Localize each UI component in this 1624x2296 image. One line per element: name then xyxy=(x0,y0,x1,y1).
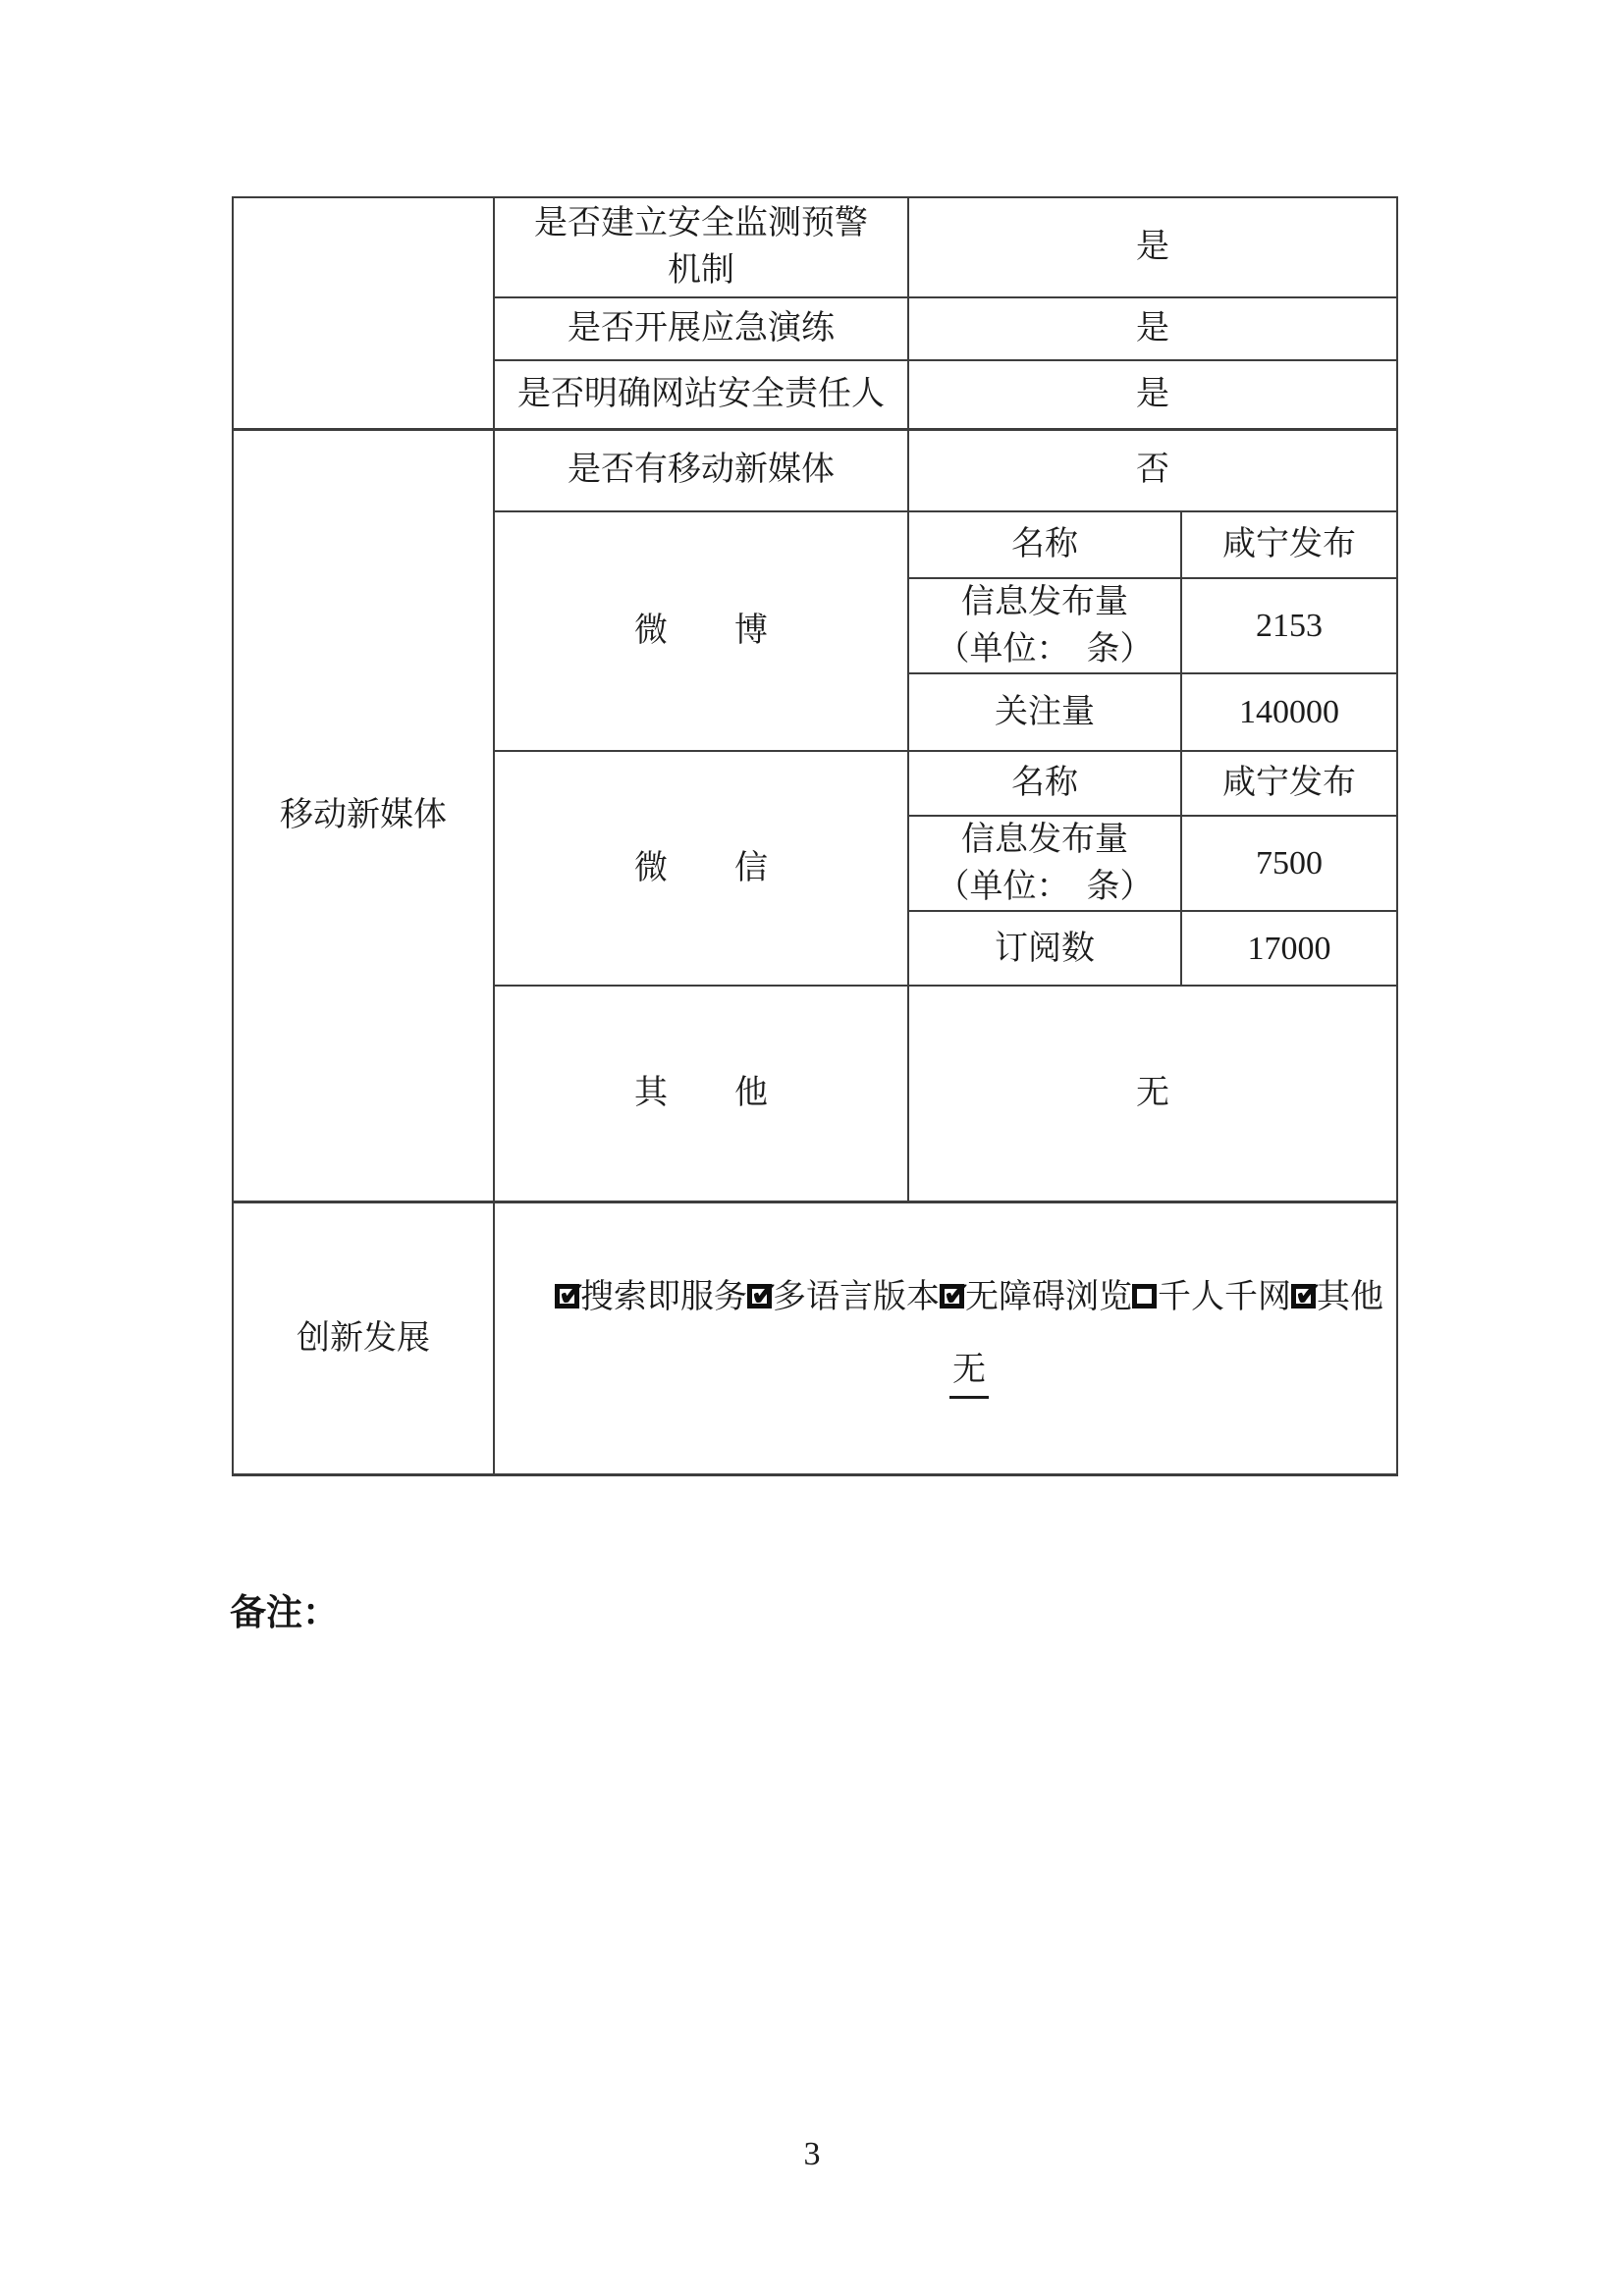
question-cell-security-owner: 是否明确网站安全责任人 xyxy=(494,360,908,429)
volume-label-line2: （单位： 条） xyxy=(936,630,1154,667)
remark-label: 备注： xyxy=(230,1592,339,1632)
weibo-name-value-cell: 咸宁发布 xyxy=(1181,511,1397,578)
question-cell-emergency-drill: 是否开展应急演练 xyxy=(494,297,908,360)
option-label-accessibility: 无障碍浏览 xyxy=(965,1278,1132,1315)
option-label-multilingual: 多语言版本 xyxy=(773,1278,940,1315)
weibo-label-cell: 微 博 xyxy=(494,511,908,751)
section-cell-innovation: 创新发展 xyxy=(233,1201,494,1474)
answer-cell: 是 xyxy=(908,360,1397,429)
wechat-volume-label-cell xyxy=(908,816,1181,911)
wechat-volume-value-cell: 7500 xyxy=(1181,816,1397,911)
table-row xyxy=(233,1201,1397,1474)
checkbox-accessibility[interactable] xyxy=(940,1284,964,1308)
option-label-other: 其他 xyxy=(1317,1278,1383,1315)
wechat-name-value-cell: 咸宁发布 xyxy=(1181,751,1397,816)
option-label-personalized-web: 千人千网 xyxy=(1158,1278,1291,1315)
volume-label-line1: 信息发布量 xyxy=(961,584,1128,620)
volume-label-line2: （单位： 条） xyxy=(936,868,1154,905)
question-line1: 是否建立安全监测预警 xyxy=(534,205,868,242)
other-media-value-cell: 无 xyxy=(908,986,1397,1201)
option-label-search-as-service: 搜索即服务 xyxy=(580,1278,747,1315)
table-row xyxy=(233,429,1397,511)
checkbox-multilingual[interactable] xyxy=(747,1284,772,1308)
answer-cell: 否 xyxy=(908,429,1397,511)
wechat-subscribers-label-cell: 订阅数 xyxy=(908,911,1181,986)
weibo-volume-label-cell xyxy=(908,578,1181,673)
question-line2: 机制 xyxy=(668,252,734,289)
innovation-content-cell xyxy=(494,1201,1397,1474)
annual-report-table xyxy=(232,196,1398,1476)
innovation-options-line xyxy=(552,1278,1386,1318)
table-row xyxy=(233,197,1397,297)
other-media-label-cell: 其 他 xyxy=(494,986,908,1201)
section-cell-mobile-media: 移动新媒体 xyxy=(233,429,494,1201)
checkbox-other[interactable] xyxy=(1291,1284,1316,1308)
weibo-name-label-cell: 名称 xyxy=(908,511,1181,578)
weibo-followers-value-cell: 140000 xyxy=(1181,673,1397,751)
weibo-volume-value-cell: 2153 xyxy=(1181,578,1397,673)
answer-cell: 是 xyxy=(908,297,1397,360)
checkbox-search-as-service[interactable] xyxy=(555,1284,579,1308)
report-table-container xyxy=(232,196,1398,1476)
wechat-label-cell: 微 信 xyxy=(494,751,908,986)
innovation-other-value: 无 xyxy=(949,1347,989,1399)
wechat-name-label-cell: 名称 xyxy=(908,751,1181,816)
question-cell-monitor-warning xyxy=(494,197,908,297)
wechat-subscribers-value-cell: 17000 xyxy=(1181,911,1397,986)
section-cell-empty xyxy=(233,197,494,429)
page-number: 3 xyxy=(803,2136,821,2172)
weibo-followers-label-cell: 关注量 xyxy=(908,673,1181,751)
question-cell-has-mobile-media: 是否有移动新媒体 xyxy=(494,429,908,511)
answer-cell: 是 xyxy=(908,197,1397,297)
volume-label-line1: 信息发布量 xyxy=(961,822,1128,859)
checkbox-personalized-web[interactable] xyxy=(1132,1284,1157,1308)
innovation-other-line xyxy=(552,1347,1386,1399)
